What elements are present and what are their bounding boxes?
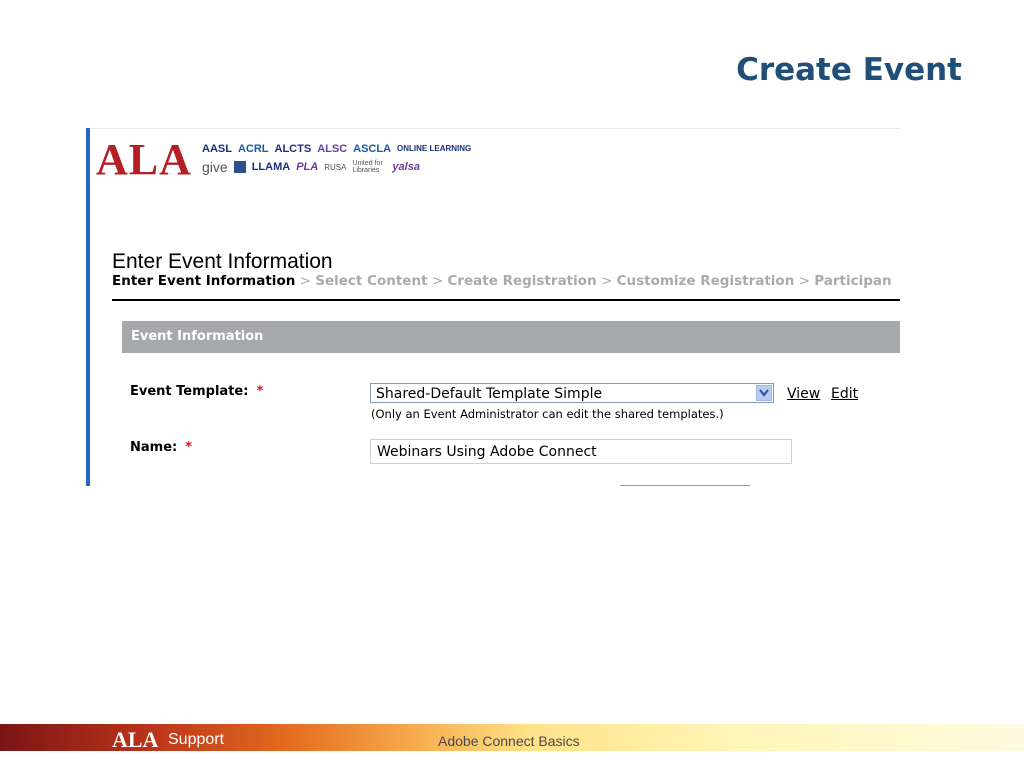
division-logo: ASCLA: [353, 143, 392, 155]
division-logo: United for Libraries: [352, 160, 383, 174]
lita-logo-icon: [234, 161, 246, 173]
division-logo: give: [202, 159, 228, 175]
division-logos: [202, 140, 532, 176]
view-template-link[interactable]: View: [787, 386, 821, 402]
breadcrumb-separator: >: [600, 273, 613, 289]
event-template-select[interactable]: [370, 383, 774, 403]
division-logo: ALSC: [317, 143, 348, 155]
footer-logo-sub: Support: [168, 731, 225, 748]
slide-title: Create Event: [736, 52, 962, 88]
footer-bar: [0, 724, 1024, 751]
divider: [620, 485, 750, 486]
edit-template-link[interactable]: Edit: [831, 386, 859, 402]
division-logos-row-2: [202, 158, 532, 176]
division-logos-row-1: [202, 140, 532, 158]
breadcrumb-separator: >: [798, 273, 810, 289]
footer-text: Adobe Connect Basics: [438, 733, 580, 749]
division-logo: PLA: [296, 161, 319, 173]
breadcrumb-separator: >: [431, 273, 444, 289]
division-logo: AASL: [202, 143, 232, 155]
required-mark: *: [185, 440, 193, 455]
divider: [90, 128, 900, 129]
breadcrumb-step: Customize Registration: [616, 273, 795, 289]
footer-ala-logo: ALA: [112, 727, 159, 752]
divider: [112, 299, 900, 301]
breadcrumb: [112, 273, 892, 289]
ala-logo: ALA: [96, 135, 192, 184]
breadcrumb-step: Select Content: [315, 273, 428, 289]
division-logo: ALCTS: [274, 143, 312, 155]
division-logo: RUSA: [324, 162, 347, 172]
template-help-text: (Only an Event Administrator can edit the shared templates.): [371, 407, 724, 421]
screenshot-panel: [86, 128, 900, 486]
event-template-select-value: Shared-Default Template Simple: [376, 386, 603, 402]
division-logo: ONLINE LEARNING: [397, 144, 472, 153]
breadcrumb-step-active: Enter Event Information: [112, 273, 296, 289]
division-logo: LLAMA: [251, 161, 291, 173]
page-title: Enter Event Information: [112, 250, 333, 273]
breadcrumb-step: Participan: [814, 273, 892, 289]
event-template-label-text: Event Template:: [130, 384, 249, 399]
division-logo: ACRL: [237, 143, 269, 155]
name-label-text: Name:: [130, 440, 178, 455]
required-mark: *: [256, 384, 264, 399]
name-label: [130, 440, 192, 455]
breadcrumb-step: Create Registration: [447, 273, 597, 289]
event-name-input[interactable]: [370, 439, 792, 464]
breadcrumb-separator: >: [299, 273, 311, 289]
section-header: Event Information: [122, 321, 900, 353]
division-logo: yalsa: [392, 161, 420, 173]
chevron-down-icon[interactable]: [756, 385, 772, 401]
event-template-label: [130, 384, 263, 399]
